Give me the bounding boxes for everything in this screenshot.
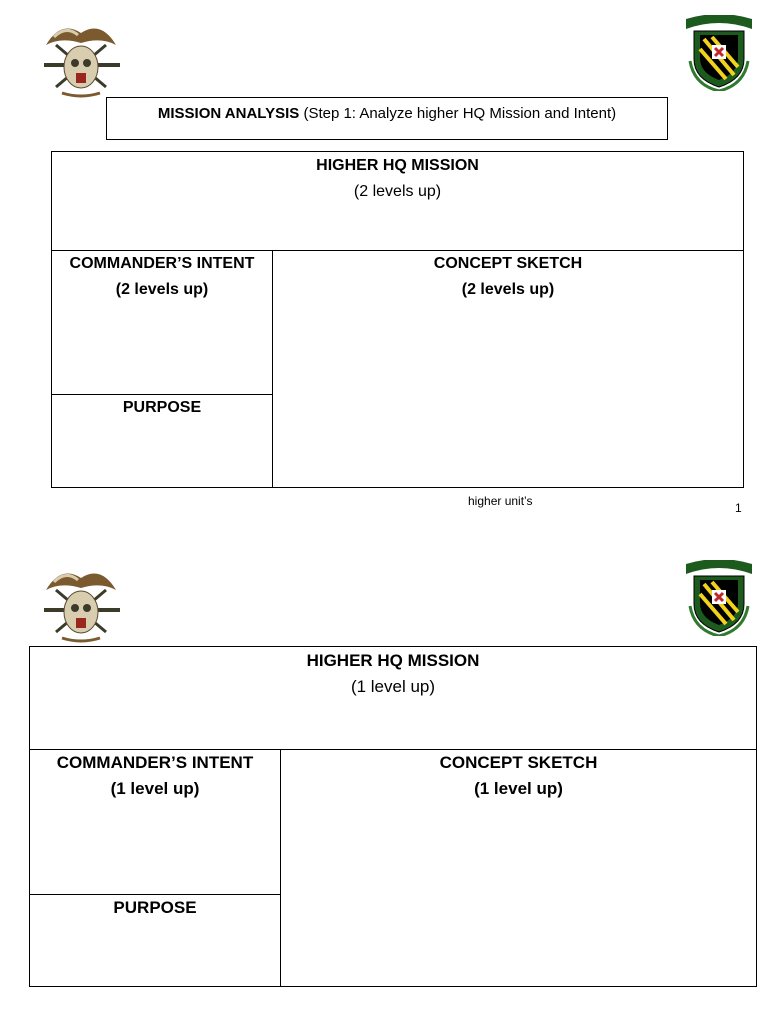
commanders-intent-subheader: (2 levels up) [115, 281, 209, 298]
commanders-intent-subheader: (1 level up) [110, 779, 200, 798]
concept-sketch-header: CONCEPT SKETCH [433, 255, 583, 272]
higher-hq-mission-subheader: (1 level up) [350, 677, 436, 696]
higher-hq-mission-section [52, 152, 743, 250]
concept-sketch-header: CONCEPT SKETCH [439, 753, 598, 772]
purpose-section [52, 394, 273, 487]
analysis-form-2-levels [51, 151, 744, 488]
higher-unit-note: higher unit’s [468, 494, 533, 508]
concept-sketch-subheader: (1 level up) [474, 779, 563, 798]
higher-hq-mission-section [30, 647, 756, 749]
page-number: 1 [735, 501, 742, 515]
mission-analysis-title: MISSION ANALYSIS [157, 105, 300, 122]
purpose-header: PURPOSE [122, 399, 202, 416]
concept-sketch-subheader: (2 levels up) [461, 281, 555, 298]
mission-analysis-title-box [106, 97, 668, 140]
special-forces-school-patch-logo [684, 560, 754, 636]
commanders-intent-section [30, 749, 281, 894]
special-forces-school-patch-logo [684, 15, 754, 91]
purpose-header: PURPOSE [113, 898, 197, 917]
commanders-intent-header: COMMANDER’S INTENT [56, 753, 254, 772]
mission-analysis-step: (Step 1: Analyze higher HQ Mission and Intent) [299, 105, 617, 122]
concept-sketch-section [281, 749, 756, 986]
concept-sketch-section [273, 250, 743, 487]
crest-emblem-logo [36, 560, 126, 644]
analysis-form-1-level [29, 646, 757, 987]
higher-hq-mission-header: HIGHER HQ MISSION [306, 651, 480, 670]
higher-hq-mission-subheader: (2 levels up) [353, 183, 442, 200]
crest-emblem-logo [36, 15, 126, 99]
higher-hq-mission-header: HIGHER HQ MISSION [316, 157, 479, 174]
commanders-intent-section [52, 250, 273, 394]
purpose-section [30, 894, 281, 986]
commanders-intent-header: COMMANDER’S INTENT [69, 255, 255, 272]
